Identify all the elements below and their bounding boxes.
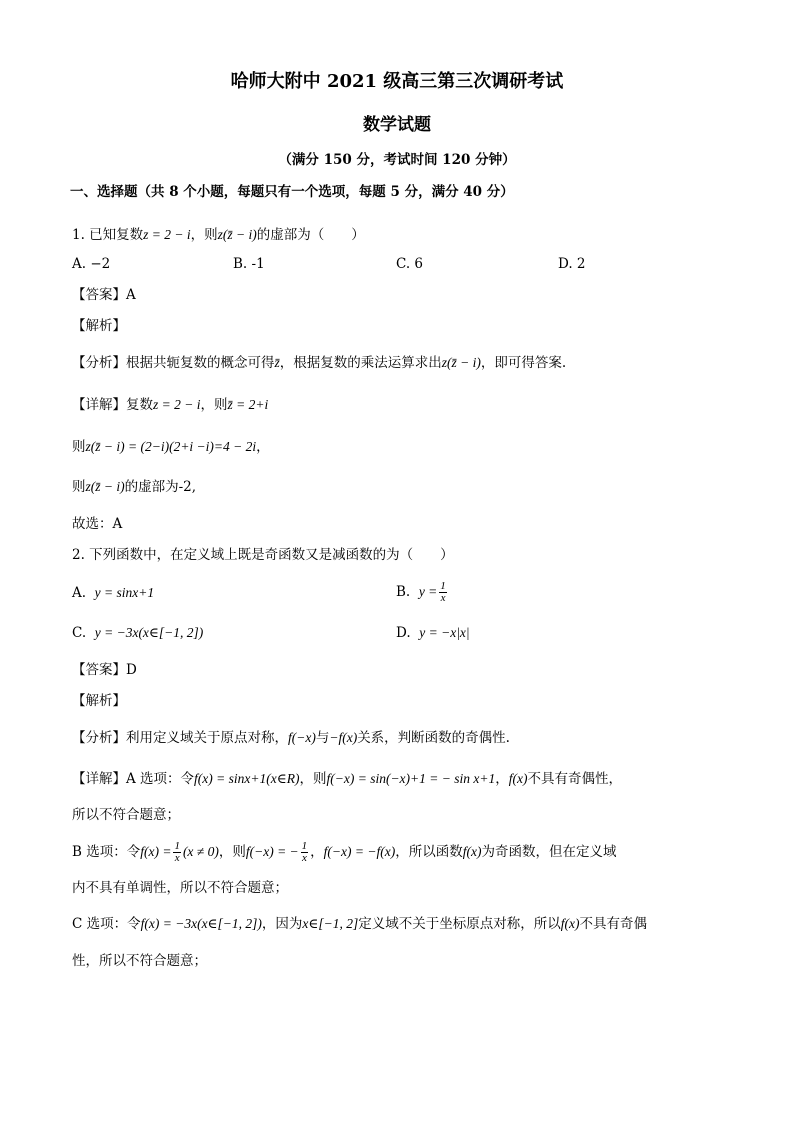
b-fraction-1 bbox=[173, 841, 181, 864]
section-heading: 一、选择题（共 8 个小题，每题只有一个选项，每题 5 分，满分 40 分） bbox=[70, 184, 514, 200]
detail-label: 【详解】 bbox=[72, 397, 126, 413]
q2-fenxi bbox=[72, 729, 510, 747]
fenxi-expr-2: −f(x) bbox=[329, 730, 358, 745]
b-text-2: ，则 bbox=[218, 844, 246, 860]
fenxi-expr-1: z̄ bbox=[274, 355, 280, 370]
answer-label: 【答案】 bbox=[72, 287, 126, 303]
q2-stem: 2. 下列函数中，在定义域上既是奇函数又是减函数的为（ ） bbox=[72, 547, 454, 563]
a-text-2: ，则 bbox=[299, 771, 327, 787]
exam-info: （满分 150 分，考试时间 120 分钟） bbox=[278, 152, 516, 168]
c-expr-3: f(x) bbox=[560, 916, 580, 931]
fraction-denominator: x bbox=[440, 592, 446, 604]
q2-option-a-label: A. bbox=[72, 585, 87, 601]
q1-option-a: A. −2 bbox=[72, 256, 111, 272]
fenxi-text-3: ，即可得答案. bbox=[480, 355, 567, 371]
q2-option-c-expr: y = −3x(x∈[−1, 2]) bbox=[94, 625, 204, 640]
line2-pre: 则 bbox=[72, 439, 86, 455]
q1-option-d: D. 2 bbox=[558, 256, 586, 272]
q1-stem-pre: 1. 已知复数 bbox=[72, 227, 144, 243]
q1-option-b: B. -1 bbox=[233, 256, 265, 272]
q1-choose: 故选：A bbox=[72, 516, 123, 532]
q2-answer bbox=[72, 661, 137, 679]
fenxi-label: 【分析】 bbox=[72, 730, 126, 746]
b-expr-4: f(x) bbox=[462, 844, 482, 859]
fraction-numerator: 1 bbox=[440, 580, 446, 592]
b-text-5: 为奇函数，但在定义域 bbox=[481, 844, 617, 860]
q1-answer bbox=[72, 286, 136, 304]
q2-option-b-y: y = bbox=[418, 584, 438, 599]
q2-option-a-expr: y = sinx+1 bbox=[94, 585, 155, 600]
q1-stem-expr: z = 2 − i bbox=[143, 227, 191, 242]
fenxi-label: 【分析】 bbox=[72, 355, 126, 371]
exam-title: 哈师大附中 2021 级高三第三次调研考试 bbox=[230, 71, 564, 92]
b-fraction-2 bbox=[301, 841, 309, 864]
c-text-1: C 选项：令 bbox=[72, 916, 141, 932]
line2-post: ， bbox=[256, 439, 270, 455]
answer-value: D bbox=[126, 662, 137, 678]
fenxi-expr-1: f(−x) bbox=[288, 730, 316, 745]
q2-option-a bbox=[72, 584, 154, 602]
fraction-numerator: 1 bbox=[174, 840, 180, 852]
a-text-3: ， bbox=[495, 771, 509, 787]
line3-expr: z(z̄ − i) bbox=[85, 479, 125, 494]
b-text-1: B 选项：令 bbox=[72, 844, 141, 860]
detail-label: 【详解】 bbox=[72, 771, 126, 787]
c-text-4: 不具有奇偶 bbox=[579, 916, 648, 932]
fenxi-text-2: 与 bbox=[315, 730, 330, 746]
fraction-denominator: x bbox=[174, 852, 180, 864]
q1-fenxi bbox=[72, 354, 566, 372]
a-expr-3: f(x) bbox=[508, 771, 528, 786]
q1-analysis-label: 【解析】 bbox=[72, 318, 126, 334]
q2-detail-a-line2: 所以不符合题意； bbox=[72, 807, 180, 823]
c-text-2: ，因为 bbox=[261, 916, 303, 932]
q2-detail-b bbox=[72, 836, 616, 868]
q1-option-c: C. 6 bbox=[396, 256, 424, 272]
q2-detail-c bbox=[72, 915, 647, 933]
q2-option-d bbox=[396, 624, 470, 642]
line3-post: 的虚部为-2, bbox=[124, 479, 197, 495]
answer-value: A bbox=[126, 287, 136, 303]
q2-option-d-expr: y = −x|x| bbox=[419, 625, 470, 640]
fenxi-text-2: ，根据复数的乘法运算求出 bbox=[279, 355, 442, 371]
b-text-4: ，所以函数 bbox=[395, 844, 463, 860]
fraction-denominator: x bbox=[301, 852, 307, 864]
q1-stem-post: 的虚部为（ ） bbox=[256, 227, 365, 243]
b-expr-3: f(−x) = −f(x) bbox=[323, 844, 396, 859]
q1-stem-expr2: z(z̄ − i) bbox=[217, 227, 257, 242]
detail-expr-1: z = 2 − i bbox=[153, 397, 201, 412]
a-expr-1: f(x) = sinx+1(x∈R) bbox=[194, 771, 300, 786]
c-expr-2: x∈[−1, 2] bbox=[302, 916, 359, 931]
detail-text-1: 复数 bbox=[126, 397, 153, 413]
answer-label: 【答案】 bbox=[72, 662, 126, 678]
q2-detail-c-line2: 性，所以不符合题意； bbox=[72, 953, 207, 969]
fenxi-expr-2: z(z̄ − i) bbox=[441, 355, 481, 370]
line3-pre: 则 bbox=[72, 479, 86, 495]
q2-option-c-label: C. bbox=[72, 625, 87, 641]
a-text-4: 不具有奇偶性， bbox=[527, 771, 622, 787]
fraction-numerator: 1 bbox=[301, 840, 308, 852]
b-text-3: ， bbox=[310, 844, 324, 860]
line2-expr: z(z̄ − i) = (2−i)(2+i −i)=4 − 2i bbox=[85, 439, 257, 454]
a-text-1: A 选项：令 bbox=[126, 771, 195, 787]
b-expr-1: f(x) = bbox=[140, 844, 172, 859]
q1-stem bbox=[72, 226, 365, 244]
q2-option-b-label: B. bbox=[396, 584, 411, 600]
fenxi-text-1: 利用定义域关于原点对称， bbox=[126, 730, 288, 746]
q1-detail-line3 bbox=[72, 478, 196, 496]
q2-analysis-label: 【解析】 bbox=[72, 693, 126, 709]
q2-option-c bbox=[72, 624, 203, 642]
q2-option-b bbox=[396, 576, 449, 608]
q1-detail-line2 bbox=[72, 438, 270, 456]
c-expr-1: f(x) = −3x(x∈[−1, 2]) bbox=[140, 916, 262, 931]
q2-option-d-label: D. bbox=[396, 625, 411, 641]
q1-detail bbox=[72, 396, 268, 414]
q2-detail-a bbox=[72, 770, 622, 788]
subject-title: 数学试题 bbox=[363, 115, 431, 135]
b-expr-1b: (x ≠ 0) bbox=[182, 844, 219, 859]
fenxi-text-1: 根据共轭复数的概念可得 bbox=[126, 355, 275, 371]
q2-detail-b-line2: 内不具有单调性，所以不符合题意； bbox=[72, 880, 288, 896]
c-text-3: 定义域不关于坐标原点对称，所以 bbox=[358, 916, 561, 932]
detail-expr-2: z̄ = 2+i bbox=[227, 397, 269, 412]
fenxi-text-3: 关系，判断函数的奇偶性. bbox=[357, 730, 510, 746]
b-expr-2: f(−x) = − bbox=[245, 844, 299, 859]
a-expr-2: f(−x) = sin(−x)+1 = − sin x+1 bbox=[326, 771, 496, 786]
detail-text-2: ，则 bbox=[200, 397, 228, 413]
q1-stem-mid: ，则 bbox=[190, 227, 218, 243]
q2-option-b-fraction bbox=[439, 581, 447, 604]
